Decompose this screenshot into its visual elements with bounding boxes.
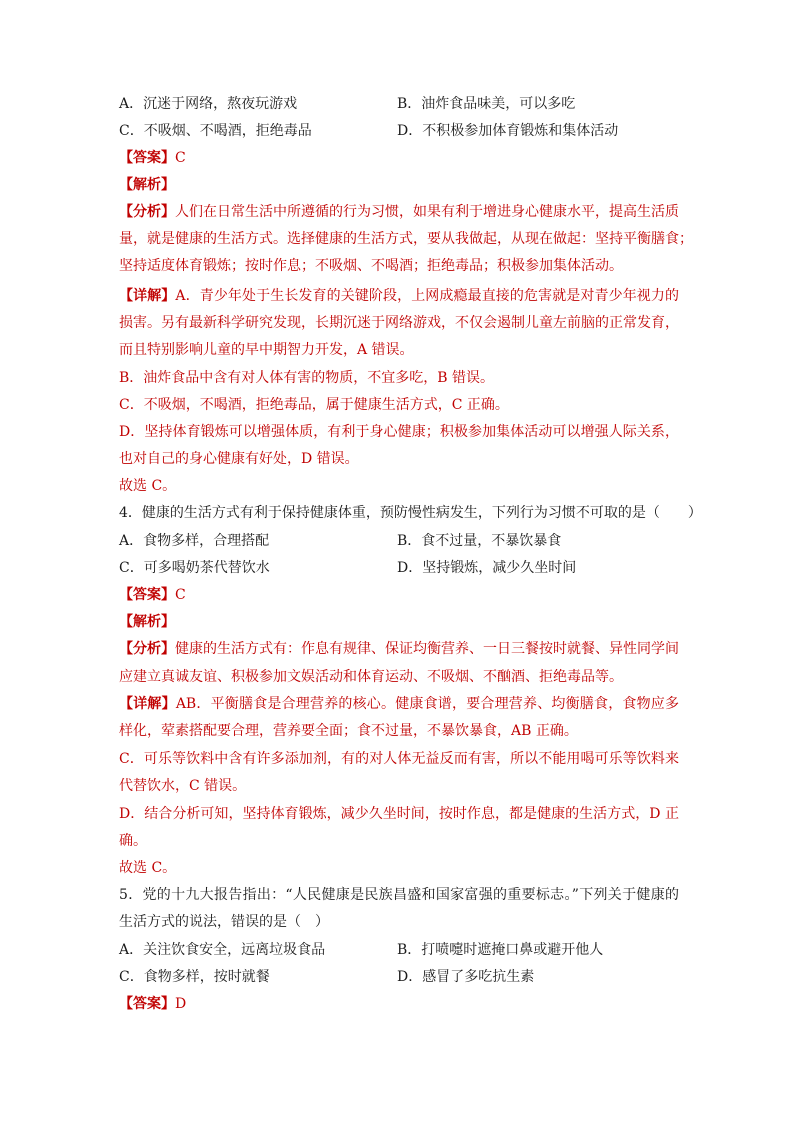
q3-xiangjie-line: B．油炸食品中含有对人体有害的物质，不宜多吃，B 错误。 [119, 370, 495, 386]
q4-option-c: C．可多喝奶茶代替饮水 [119, 560, 270, 576]
q5-answer-line [119, 994, 679, 1014]
q3-conclusion: 故选 C。 [119, 478, 177, 494]
q5-question-line: 5．党的十九大报告指出：“人民健康是民族昌盛和国家富强的重要标志。”下列关于健康的 [119, 887, 679, 903]
q4-question: 4．健康的生活方式有利于保持健康体重，预防慢性病发生，下列行为习惯不可取的是（ ） [119, 505, 702, 521]
answer-tag: 【答案】 [119, 150, 175, 166]
q4-option-b: B．食不过量，不暴饮暴食 [397, 533, 562, 549]
q4-xiangjie-line: D．结合分析可知，坚持体育锻炼，减少久坐时间，按时作息，都是健康的生活方式，D 正 [119, 806, 679, 822]
answer-value: C [175, 150, 186, 166]
q4-xiangjie-line: 代替饮水，C 错误。 [119, 778, 247, 794]
answer-value: D [175, 996, 187, 1012]
q3-xiangjie-line: D．坚持体育锻炼可以增强体质，有利于身心健康；积极参加集体活动可以增强人际关系， [119, 424, 679, 440]
q4-jiexi-tag: 【解析】 [119, 614, 175, 630]
answer-value: C [175, 587, 186, 603]
q5-option-b: B．打喷嚏时遮掩口鼻或避开他人 [397, 942, 604, 958]
xiangjie-tag: 【详解】 [119, 288, 176, 304]
q3-option-a: A．沉迷于网络，熬夜玩游戏 [119, 96, 298, 112]
q5-option-c: C．食物多样，按时就餐 [119, 969, 270, 985]
q3-answer-line [119, 148, 679, 168]
q5-question-line: 生活方式的说法，错误的是（ ） [119, 914, 329, 930]
fenxi-tag: 【分析】 [119, 204, 175, 220]
q4-answer-line [119, 585, 679, 605]
q5-option-a: A．关注饮食安全，远离垃圾食品 [119, 942, 326, 958]
q4-option-a: A．食物多样，合理搭配 [119, 533, 270, 549]
answer-tag: 【答案】 [119, 587, 175, 603]
q3-fenxi-line: 【分析】人们在日常生活中所遵循的行为习惯，如果有利于增进身心健康水平，提高生活质 [119, 204, 679, 220]
q3-jiexi-tag: 【解析】 [119, 177, 175, 193]
q4-option-d: D．坚持锻炼，减少久坐时间 [397, 560, 577, 576]
q4-fenxi-line: 应建立真诚友谊、积极参加文娱活动和体育运动、不吸烟、不酗酒、拒绝毒品等。 [119, 669, 623, 685]
q5-option-d: D．感冒了多吃抗生素 [397, 969, 535, 985]
q3-xiangjie-line: 【详解】A．青少年处于生长发育的关键阶段，上网成瘾最直接的危害就是对青少年视力的 [119, 288, 680, 304]
q3-xiangjie-line: 损害。另有最新科学研究发现，长期沉迷于网络游戏，不仅会遏制儿童左前脑的正常发育， [119, 315, 679, 331]
q4-xiangjie-line: 【详解】AB．平衡膳食是合理营养的核心。健康食谱，要合理营养、均衡膳食，食物应多 [119, 696, 680, 712]
q4-xiangjie-line: 确。 [119, 833, 147, 849]
q4-fenxi-line: 【分析】健康的生活方式有：作息有规律、保证均衡营养、一日三餐按时就餐、异性同学间 [119, 641, 679, 657]
xiangjie-tag: 【详解】 [119, 696, 176, 712]
q3-fenxi-line: 量，就是健康的生活方式。选择健康的生活方式，要从我做起，从现在做起：坚持平衡膳食； [119, 231, 693, 247]
q3-xiangjie-line: 也对自己的身心健康有好处，D 错误。 [119, 451, 359, 467]
q4-xiangjie-line: 样化，荤素搭配要合理，营养要全面；食不过量，不暴饮暴食，AB 正确。 [119, 723, 578, 739]
q3-option-b: B．油炸食品味美，可以多吃 [397, 96, 576, 112]
answer-tag: 【答案】 [119, 996, 175, 1012]
q3-xiangjie-line: 而且特别影响儿童的早中期智力开发，A 错误。 [119, 342, 414, 358]
q3-xiangjie-line: C．不吸烟，不喝酒，拒绝毒品，属于健康生活方式，C 正确。 [119, 397, 509, 413]
q3-option-c: C．不吸烟、不喝酒，拒绝毒品 [119, 123, 312, 139]
q3-fenxi-line: 坚持适度体育锻炼；按时作息；不吸烟、不喝酒；拒绝毒品；积极参加集体活动。 [119, 258, 623, 274]
q4-conclusion: 故选 C。 [119, 860, 177, 876]
fenxi-tag: 【分析】 [119, 641, 175, 657]
q3-option-d: D．不积极参加体育锻炼和集体活动 [397, 123, 619, 139]
q4-xiangjie-line: C．可乐等饮料中含有许多添加剂，有的对人体无益反而有害，所以不能用喝可乐等饮料来 [119, 751, 679, 767]
